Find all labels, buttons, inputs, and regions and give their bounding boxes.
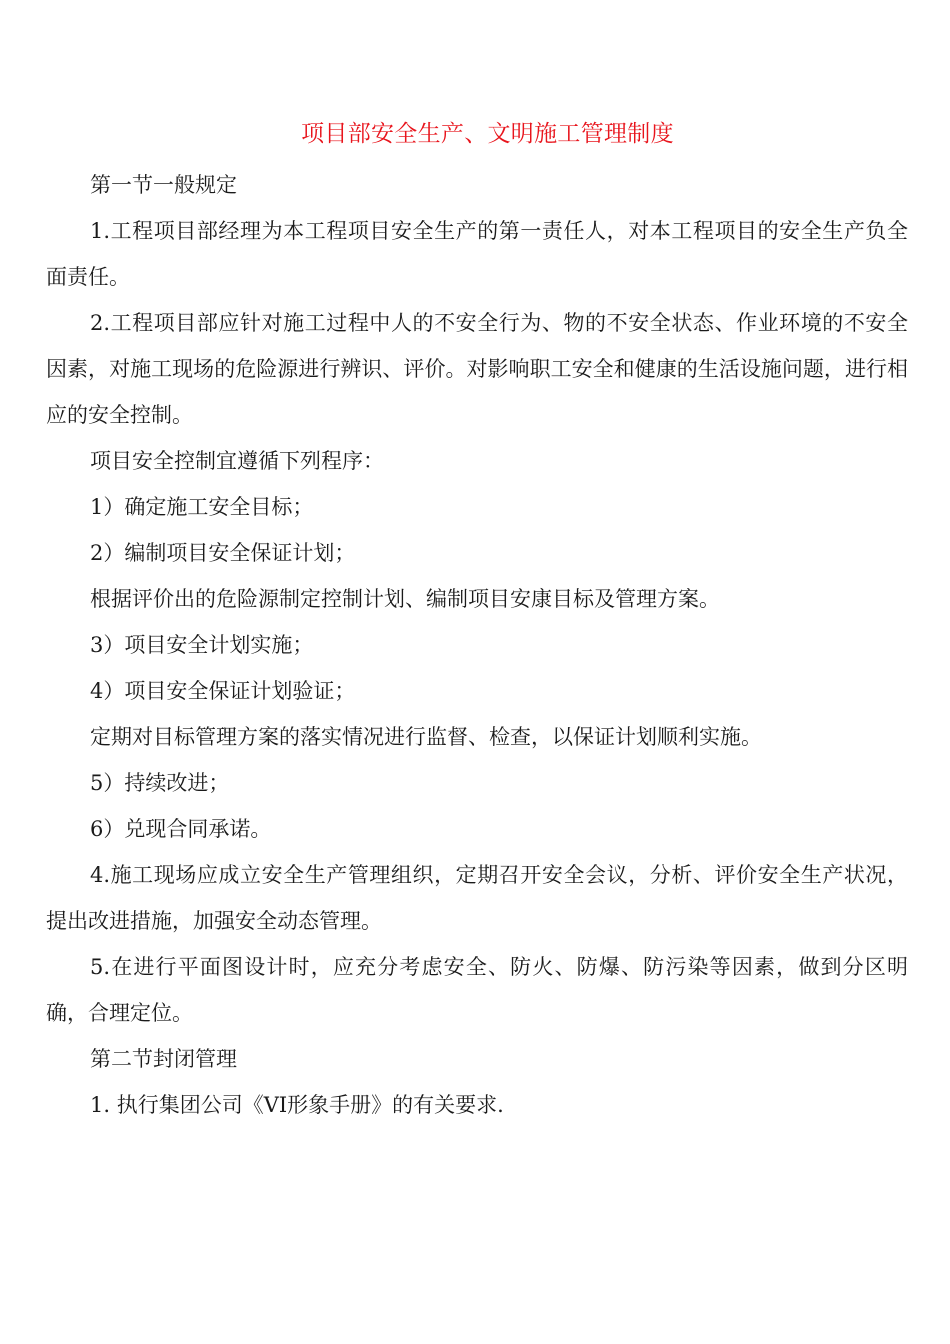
- paragraph-step-4-note: 定期对目标管理方案的落实情况进行监督、检查，以保证计划顺利实施。: [90, 725, 762, 749]
- list-step-2: 2）编制项目安全保证计划；: [90, 541, 356, 565]
- section-heading-general-rules: 第一节一般规定: [90, 173, 237, 197]
- paragraph-closed-item-1: 1. 执行集团公司《VI形象手册》的有关要求.: [90, 1093, 504, 1117]
- paragraph-item-4: 4.施工现场应成立安全生产管理组织，定期召开安全会议，分析、评价安全生产状况，提出改进措施，加强安全动态管理。: [46, 863, 908, 933]
- list-step-6: 6）兑现合同承诺。: [90, 817, 272, 841]
- section-heading-closed-management: 第二节封闭管理: [90, 1047, 237, 1071]
- paragraph-step-2-note: 根据评价出的危险源制定控制计划、编制项目安康目标及管理方案。: [90, 587, 720, 611]
- list-step-1: 1）确定施工安全目标；: [90, 495, 314, 519]
- list-step-5: 5）持续改进；: [90, 771, 230, 795]
- paragraph-item-1: 1.工程项目部经理为本工程项目安全生产的第一责任人，对本工程项目的安全生产负全面责任。: [46, 219, 908, 289]
- document-title: 项目部安全生产、文明施工管理制度: [301, 121, 674, 147]
- list-step-3: 3）项目安全计划实施；: [90, 633, 314, 657]
- paragraph-procedure-intro: 项目安全控制宜遵循下列程序：: [90, 449, 384, 473]
- document-body: [46, 162, 908, 1128]
- paragraph-item-2: 2.工程项目部应针对施工过程中人的不安全行为、物的不安全状态、作业环境的不安全因素，对施工现场的危险源进行辨识、评价。对影响职工安全和健康的生活设施问题，进行相应的安全控制。: [46, 311, 908, 427]
- paragraph-item-5: 5.在进行平面图设计时，应充分考虑安全、防火、防爆、防污染等因素，做到分区明确，合理定位。: [46, 955, 908, 1025]
- list-step-4: 4）项目安全保证计划验证；: [90, 679, 356, 703]
